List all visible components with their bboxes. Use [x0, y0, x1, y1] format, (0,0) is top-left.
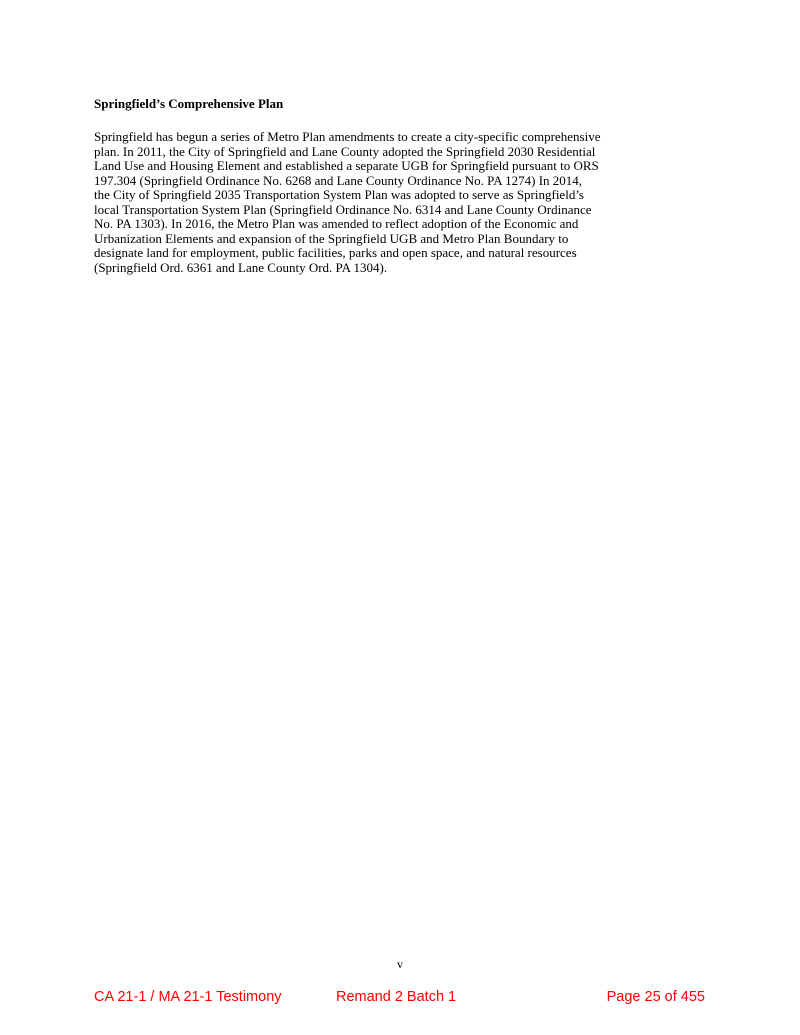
paragraph-line: Urbanization Elements and expansion of the Springfield UGB and Metro Plan Boundary to: [94, 230, 569, 246]
paragraph-line: Springfield has begun a series of Metro Plan amendments to create a city-specific comprehensive: [94, 129, 601, 144]
paragraph-line: (Springfield Ord. 6361 and Lane County Ord. PA 1304).: [94, 259, 388, 275]
footer-bar: [0, 988, 800, 1006]
paragraph-line: designate land for employment, public facilities, parks and open space, and natural resources: [94, 245, 577, 260]
footer-case-label: CA 21-1 / MA 21-1 Testimony: [94, 989, 282, 1005]
body-paragraph: [94, 130, 600, 275]
footer-batch-label: Remand 2 Batch 1: [336, 989, 457, 1005]
paragraph-line: local Transportation System Plan (Springfield Ordinance No. 6314 and Lane County Ordinance: [94, 201, 592, 217]
paragraph-line: 197.304 (Springfield Ordinance No. 6268 and Lane County Ordinance No. PA 1274) In 2014,: [94, 172, 583, 188]
section-heading: Springfield’s Comprehensive Plan: [94, 96, 284, 111]
paragraph-line: the City of Springfield 2035 Transportation System Plan was adopted to serve as Springfield’s: [94, 187, 584, 202]
paragraph-line: plan. In 2011, the City of Springfield and Lane County adopted the Springfield 2030 Residential: [94, 143, 596, 159]
footer-page-count: Page 25 of 455: [606, 989, 705, 1005]
page-number: v: [397, 957, 403, 971]
paragraph-line: No. PA 1303). In 2016, the Metro Plan was amended to reflect adoption of the Economic and: [94, 216, 579, 231]
paragraph-line: Land Use and Housing Element and established a separate UGB for Springfield pursuant to ORS: [94, 158, 599, 173]
